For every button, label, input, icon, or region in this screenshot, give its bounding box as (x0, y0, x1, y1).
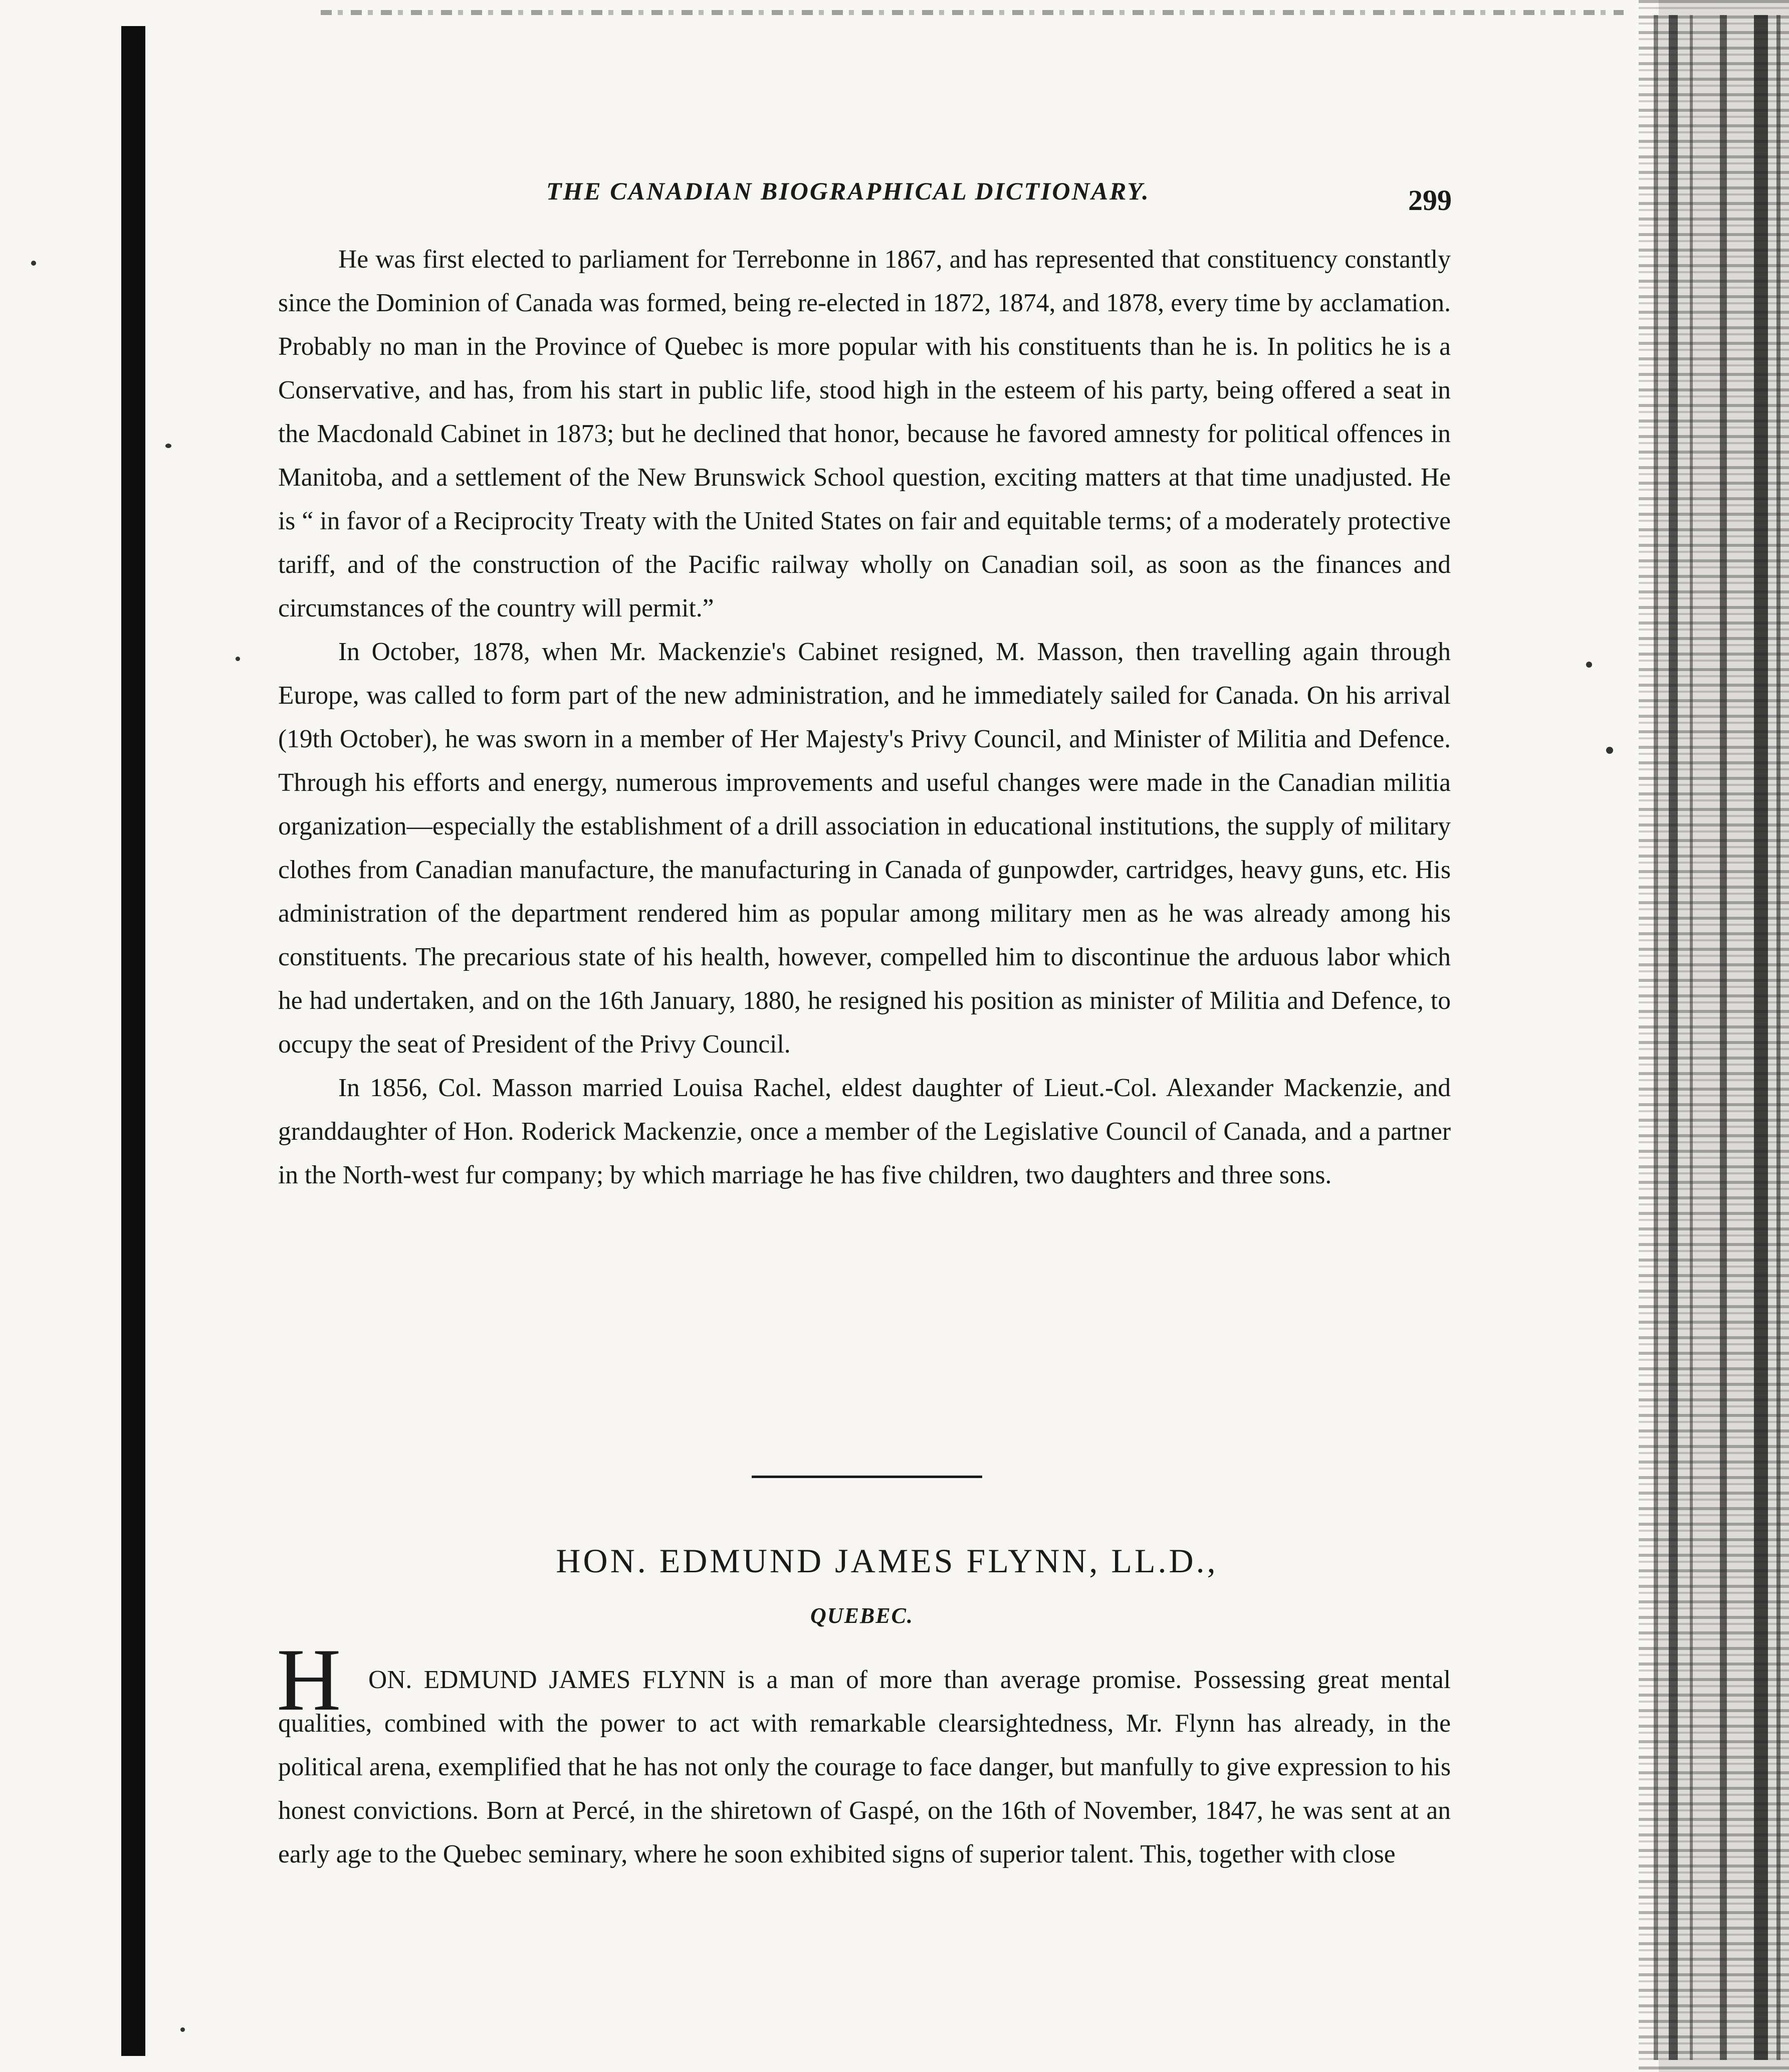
scan-edge-stripe (1754, 15, 1768, 2060)
entry-title: HON. EDMUND JAMES FLYNN, LL.D., (556, 1542, 1218, 1580)
paragraph-text: ON. EDMUND JAMES FLYNN is a man of more than average promise. Possessing great mental qualities, combined with the power to act with remarkable clearsightedness, Mr. Flynn has already, in the political arena, exemplified that he has not only the courage to face danger, but manfully to give expression to his honest convictions. Born at Percé, in the shiretown of Gaspé, on the 16th of November, 1847, he was sent at an early age to the Quebec seminary, where he soon exhibited signs of superior talent. This, together with close (278, 1666, 1451, 1869)
scan-edge-stripe (1720, 15, 1727, 2060)
running-title: THE CANADIAN BIOGRAPHICAL DICTIONARY. (546, 177, 1150, 205)
paragraph: He was first elected to parliament for Terrebonne in 1867, and has represented that constituency constantly since the Dominion of Canada was formed, being re-elected in 1872, 1874, and 1878, every time by acclamation. Probably no man in the Province of Quebec is more popular with his constituents than he is. In politics he is a Conservative, and has, from his start in public life, stood high in the esteem of his party, being offered a seat in the Macdonald Cabinet in 1873; but he declined that honor, because he favored amnesty for political offences in Manitoba, and a settlement of the New Brunswick School question, exciting matters at that time unadjusted. He is “ in favor of a Reciprocity Treaty with the United States on fair and equitable terms; of a moderately protective tariff, and of the construction of the Pacific railway wholly on Canadian soil, as soon as the finances and circumstances of the country will permit.” (278, 245, 1451, 623)
flynn-biography (278, 1658, 1451, 1876)
page-number: 299 (1408, 184, 1452, 217)
section-divider (752, 1476, 982, 1478)
masson-biography (278, 238, 1451, 1197)
drop-cap: H (277, 1630, 341, 1729)
paragraph: In October, 1878, when Mr. Mackenzie's Cabinet resigned, M. Masson, then travelling again through Europe, was called to form part of the new administration, and he immediately sailed for Canada. On his arrival (19th October), he was sworn in a member of Her Majesty's Privy Council, and Minister of Militia and Defence. Through his efforts and energy, numerous improvements and useful changes were made in the Canadian militia organization—especially the establishment of a drill association in educational institutions, the supply of military clothes from Canadian manufacture, the manufacturing in Canada of gunpowder, cartridges, heavy guns, etc. His administration of the department rendered him as popular among military men as he was already among his constituents. The precarious state of his health, however, compelled him to discontinue the arduous labor which he had undertaken, and on the 16th January, 1880, he resigned his position as minister of Militia and Defence, to occupy the seat of President of the Privy Council. (278, 638, 1451, 1059)
scan-edge-stripe (1654, 15, 1658, 2060)
paragraph: In 1856, Col. Masson married Louisa Rachel, eldest daughter of Lieut.-Col. Alexander Mackenzie, and granddaughter of Hon. Roderick Mackenzie, once a member of the Legislative Council of Canada, and a partner in the North-west fur company; by which marriage he has five children, two daughters and three sons. (278, 1074, 1451, 1189)
scan-edge-stripe (1776, 15, 1780, 2060)
dust-speck (1586, 662, 1592, 668)
dust-speck (180, 2027, 185, 2032)
scan-top-edge-noise (321, 10, 1624, 15)
binding-shadow (121, 26, 145, 2056)
dust-speck (31, 261, 36, 266)
scan-edge-stripe (1690, 15, 1693, 2060)
paragraph (278, 1658, 1451, 1876)
dust-speck (1606, 747, 1613, 754)
scan-edge-stripe (1669, 15, 1678, 2060)
dust-speck (165, 444, 171, 448)
entry-place: QUEBEC. (810, 1603, 914, 1628)
dust-speck (236, 657, 240, 661)
